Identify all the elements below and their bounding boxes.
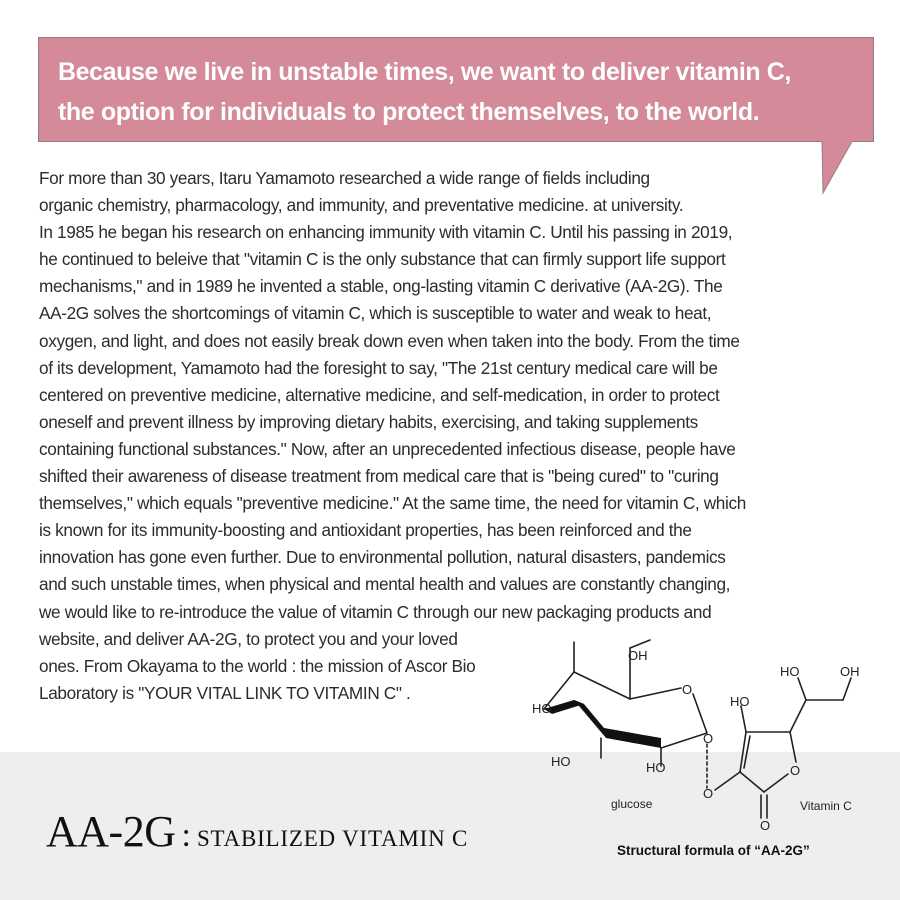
ring-wedge bbox=[574, 700, 661, 748]
body-line: In 1985 he began his research on enhancing immunity with vitamin C. Until his passing in 2019, bbox=[39, 222, 733, 243]
product-title bbox=[46, 806, 468, 857]
label-oh: OH bbox=[628, 648, 648, 663]
body-line: For more than 30 years, Itaru Yamamoto researched a wide range of fields including bbox=[39, 168, 650, 188]
body-line: website, and deliver AA-2G, to protect you and your loved bbox=[39, 628, 458, 649]
body-line: we would like to re-introduce the value of vitamin C through our new packaging products and bbox=[39, 601, 712, 622]
label-ho: HO bbox=[551, 754, 571, 769]
label-o: O bbox=[682, 682, 693, 697]
vc-bond bbox=[843, 678, 851, 700]
body-line: organic chemistry, pharmacology, and immunity, and preventative medicine. at university. bbox=[39, 195, 684, 216]
vc-bond bbox=[790, 700, 806, 732]
label-ho: HO bbox=[532, 701, 552, 716]
label-glucose: glucose bbox=[611, 797, 653, 811]
body-line: innovation has gone even further. Due to environmental pollution, natural disasters, pandemics bbox=[39, 547, 726, 568]
body-line: AA-2G solves the shortcomings of vitamin C, which is susceptible to water and weak to heat, bbox=[39, 303, 712, 324]
body-line: themselves," which equals "preventive medicine." At the same time, the need for vitamin C, which bbox=[39, 493, 746, 514]
body-line: mechanisms," and in 1989 he invented a stable, ong-lasting vitamin C derivative (AA-2G). The bbox=[39, 276, 723, 297]
product-separator: : bbox=[181, 817, 191, 854]
label-o: O bbox=[703, 731, 714, 746]
label-ho: HO bbox=[646, 760, 666, 775]
product-code: AA-2G bbox=[46, 807, 176, 856]
ring-bond bbox=[630, 640, 650, 648]
headline-line-2: the option for individuals to protect themselves, to the world. bbox=[58, 98, 760, 126]
body-line: he continued to beleive that "vitamin C is the only substance that can firmly support life support bbox=[39, 249, 726, 270]
label-o: O bbox=[703, 786, 714, 801]
formula-caption: Structural formula of “AA-2G” bbox=[617, 843, 810, 858]
body-line: Laboratory is "YOUR VITAL LINK TO VITAMIN C" . bbox=[39, 682, 411, 703]
body-line: and such unstable times, when physical and mental health and values are constantly changing, bbox=[39, 574, 731, 595]
body-line: of its development, Yamamoto had the foresight to say, "The 21st century medical care will be bbox=[39, 357, 718, 378]
ring-bond bbox=[661, 733, 707, 748]
label-oh: OH bbox=[840, 664, 860, 679]
body-line: centered on preventive medicine, alternative medicine, and self-medication, in order to protect bbox=[39, 384, 720, 405]
ring-bond bbox=[574, 672, 630, 699]
vc-bond bbox=[741, 706, 746, 732]
label-ho: HO bbox=[730, 694, 750, 709]
vc-bond bbox=[715, 772, 740, 790]
headline-line-1: Because we live in unstable times, we want to deliver vitamin C, bbox=[58, 58, 791, 86]
product-description: STABILIZED VITAMIN C bbox=[196, 826, 469, 851]
body-line: oneself and prevent illness by improving dietary habits, exercising, and taking supplements bbox=[39, 411, 698, 432]
body-line: is known for its immunity-boosting and antioxidant properties, has been reinforced and the bbox=[39, 520, 692, 541]
ring-bond bbox=[693, 694, 707, 733]
vc-bond bbox=[798, 678, 806, 700]
vc-bond bbox=[764, 774, 788, 792]
label-vitamin-c: Vitamin C bbox=[800, 799, 852, 813]
body-line: containing functional substances." Now, after an unprecedented infectious disease, people have bbox=[39, 438, 736, 459]
body-line: ones. From Okayama to the world : the mission of Ascor Bio bbox=[39, 655, 476, 676]
body-line: oxygen, and light, and does not easily break down even when taken into the body. From the time bbox=[39, 330, 740, 351]
body-line: shifted their awareness of disease treatment from medical care that is "being cured" to "curing bbox=[39, 466, 719, 487]
label-ho: HO bbox=[780, 664, 800, 679]
label-o: O bbox=[760, 818, 771, 833]
vc-bond bbox=[790, 732, 796, 762]
vc-bond bbox=[740, 772, 764, 792]
ring-bond bbox=[630, 688, 681, 699]
label-o: O bbox=[790, 763, 801, 778]
